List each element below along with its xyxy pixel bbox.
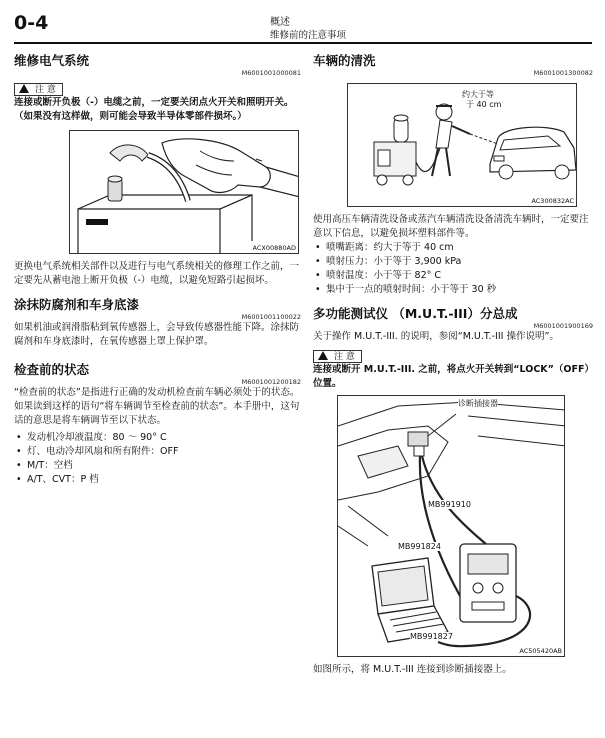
- battery-terminal-illustration: [70, 131, 299, 254]
- anticorrosion-body: 如果机油或润滑脂粘到氧传感器上，会导致传感器性能下降。涂抹防腐剂和车身底漆时，在氧传感器上罩上保护罩。: [14, 322, 300, 347]
- header-rule: [14, 42, 592, 44]
- distance-label-line1: 约大于等: [462, 90, 494, 99]
- mb991827-label: MB991827: [410, 632, 453, 641]
- list-item: • A/T、CVT：P 档: [14, 473, 301, 487]
- washing-list: [313, 241, 593, 297]
- list-item: • 集中于一点的喷射时间：小于等于 30 秒: [313, 283, 593, 297]
- figure-code: AC505420AB: [519, 647, 562, 655]
- list-item: • 灯、电动冷却风扇和所有附件：OFF: [14, 445, 301, 459]
- left-column: [14, 46, 301, 487]
- caution-box: [313, 350, 362, 363]
- section-code: M6001001200182: [241, 378, 301, 386]
- electrical-body: 更换电气系统相关部件以及进行与电气系统相关的修理工作之前，一定要先从蓄电池上断开负极（-）电缆，以避免短路引起损坏。: [14, 261, 300, 286]
- section-title-anticorrosion: 涂抹防腐剂和车身底漆: [14, 297, 140, 312]
- chapter-title: 概述: [270, 17, 290, 28]
- section-title-precheck: 检查前的状态: [14, 362, 90, 377]
- section-title-washing: 车辆的清洗: [313, 53, 376, 68]
- connector-label: 诊断插接器: [458, 399, 498, 408]
- car-wash-illustration: [348, 84, 577, 207]
- right-column: [313, 46, 593, 677]
- list-item: • 喷嘴距离：约大于等于 40 cm: [313, 241, 593, 255]
- figure-car-wash: [347, 83, 577, 207]
- section-subtitle: 维修前的注意事项: [270, 30, 347, 41]
- caution-text: 连接或断开 M.U.T.-III. 之前，将点火开关转到“LOCK”（OFF）位置。: [313, 364, 590, 389]
- warning-triangle-icon: [19, 84, 29, 93]
- section-title-electrical: 维修电气系统: [14, 53, 90, 68]
- mut-caption: 如图所示，将 M.U.T.-III 连接到诊断插接器上。: [313, 664, 512, 675]
- list-item: • M/T：空档: [14, 459, 301, 473]
- section-code: M6001001000081: [241, 69, 301, 77]
- mb991824-label: MB991824: [398, 542, 441, 551]
- page-header: [0, 0, 605, 46]
- caution-text: 连接或断开负极（-）电缆之前，一定要关闭点火开关和照明开关。（如果没有这样做，则可能会导致半导体零部件损坏。）: [14, 97, 294, 122]
- warning-triangle-icon: [318, 351, 328, 360]
- washing-body: 使用高压车辆清洗设备或蒸汽车辆清洗设备清洗车辆时，一定要注意以下信息，以避免损坏塑料部件等。: [313, 214, 589, 239]
- section-code: M6001001100022: [241, 313, 301, 321]
- figure-code: AC300832AC: [531, 197, 574, 205]
- precheck-body: “检查前的状态”是指进行正确的发动机检查前车辆必须处于的状态。如果读到这样的语句“将车辆调节至检查前的状态”。本手册中，这句话的意思是将车辆调节至以下状态。: [14, 387, 300, 426]
- figure-code: ACX00880AD: [252, 244, 296, 252]
- page-number: 0-4: [14, 12, 49, 34]
- figure-battery: [69, 130, 299, 254]
- distance-label-line2: 于 40 cm: [466, 100, 502, 109]
- section-code: M6001001300082: [533, 69, 593, 77]
- mut-connection-illustration: [338, 396, 565, 657]
- caution-label: 注 意: [334, 352, 355, 362]
- list-item: • 发动机冷却液温度：80 ～ 90° C: [14, 431, 301, 445]
- section-code: M6001001900169: [533, 322, 593, 330]
- mut-body: 关于操作 M.U.T.-III. 的说明，参阅“M.U.T.-III 操作说明”。: [313, 331, 559, 342]
- section-title-mut: 多功能测试仪 （M.U.T.-III）分总成: [313, 306, 518, 321]
- precheck-list: [14, 431, 301, 487]
- list-item: • 喷射压力：小于等于 3,900 kPa: [313, 255, 593, 269]
- mb991910-label: MB991910: [428, 500, 471, 509]
- caution-label: 注 意: [35, 85, 56, 95]
- list-item: • 喷射温度：小于等于 82° C: [313, 269, 593, 283]
- figure-mut-connection: [337, 395, 565, 657]
- caution-box: [14, 83, 63, 96]
